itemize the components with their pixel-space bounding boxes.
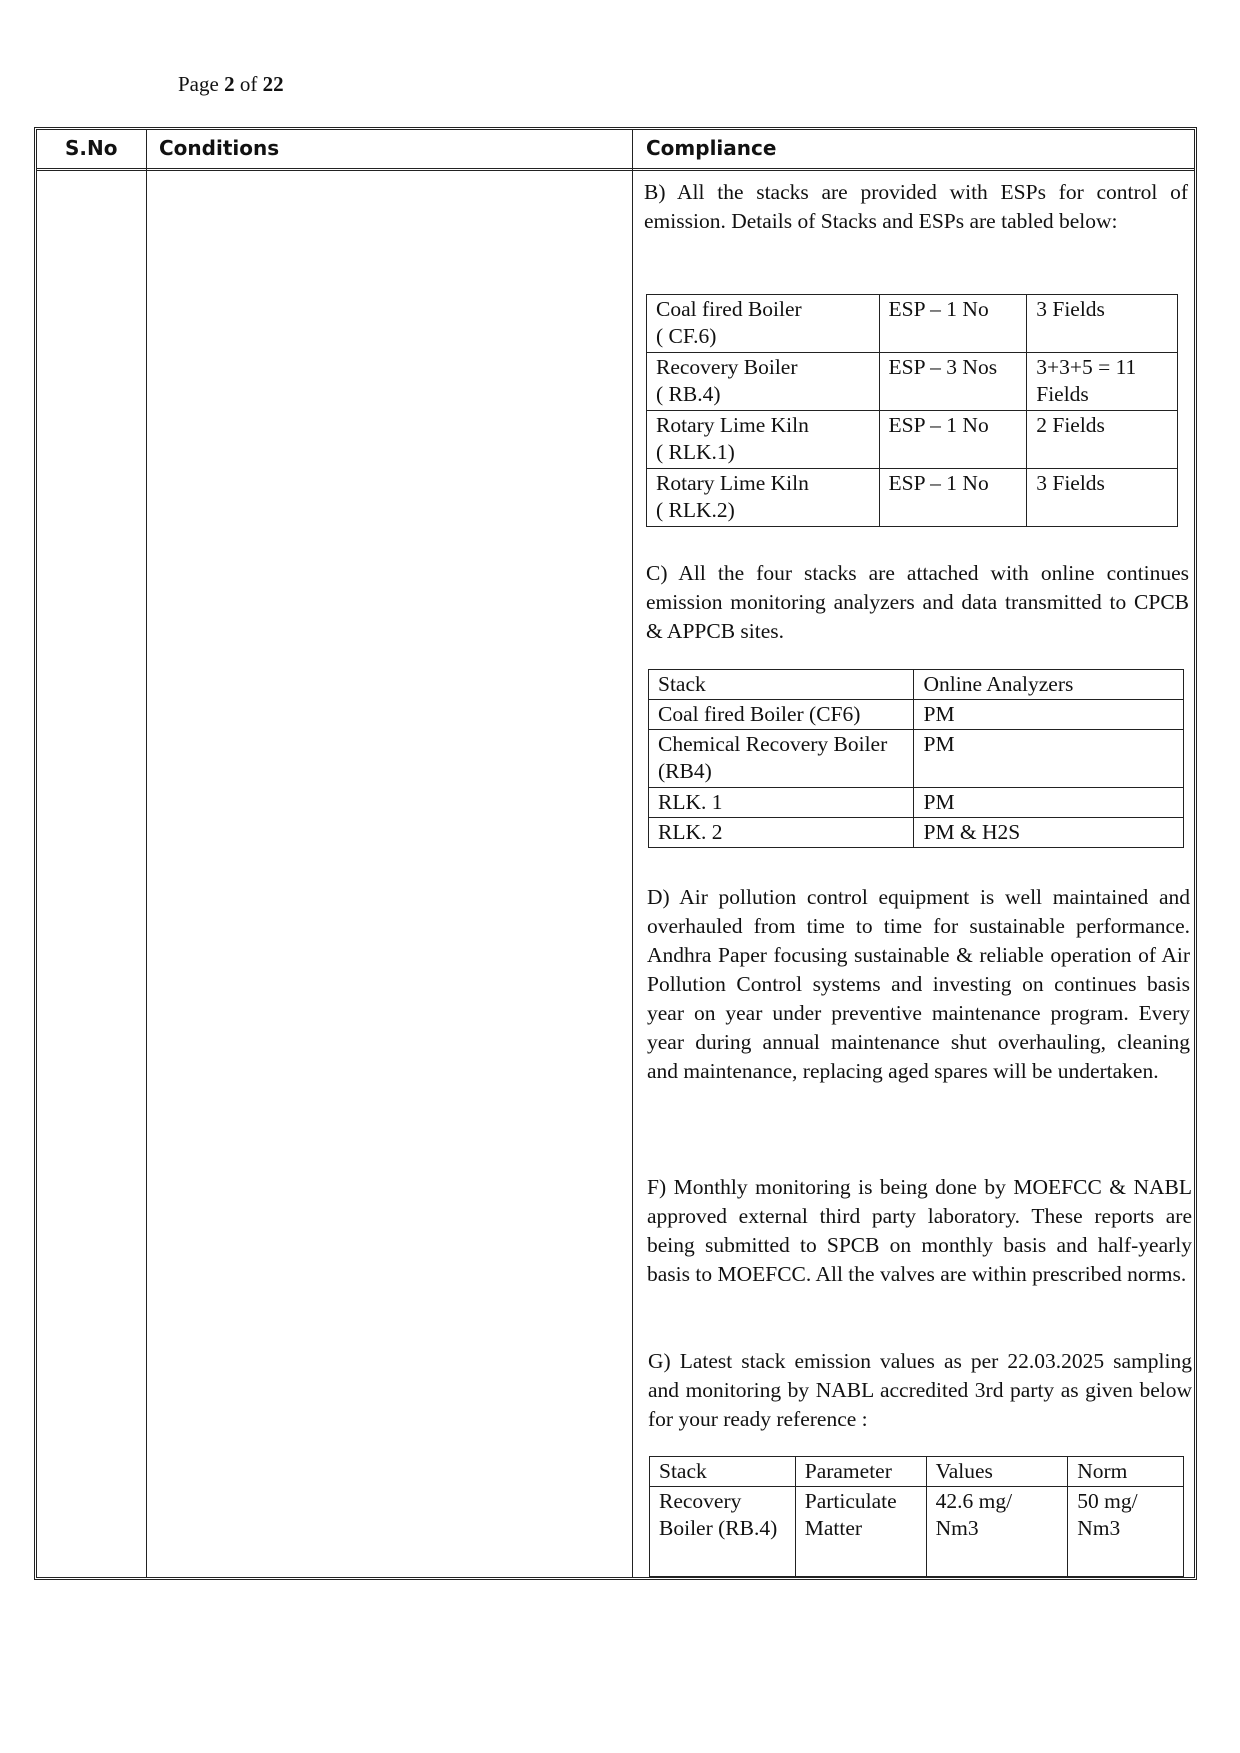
column-header-online-analyzers: Online Analyzers [914, 670, 1184, 700]
table-header-row [649, 670, 1184, 700]
analyzer-stack-cell: RLK. 1 [649, 788, 914, 818]
table-row [649, 788, 1184, 818]
esp-stack-cell: Recovery Boiler ( RB.4) [647, 353, 880, 411]
column-header-parameter: Parameter [795, 1457, 926, 1487]
compliance-para-g: G) Latest stack emission values as per 22.03.2025 sampling and monitoring by NABL accredited 3rd party as given below for your ready reference : [648, 1349, 1192, 1431]
analyzer-value-cell: PM & H2S [914, 818, 1184, 848]
esp-count-cell: ESP – 1 No [879, 469, 1027, 527]
analyzer-stack-cell: RLK. 2 [649, 818, 914, 848]
analyzer-value-cell: PM [914, 730, 1184, 788]
esp-stack-cell: Coal fired Boiler ( CF.6) [647, 295, 880, 353]
compliance-para-d: D) Air pollution control equipment is well maintained and overhauled from time to time for sustainable performance. Andhra Paper focusing sustainable & reliable operation of Air Pollution Control systems and investing on continues basis year on year under preventive maintenance program. Every year during annual maintenance shut overhauling, cleaning and maintenance, replacing aged spares will be undertaken. [647, 885, 1190, 1083]
compliance-para-c: C) All the four stacks are attached with online continues emission monitoring analyzers and data transmitted to CPCB & APPCB sites. [646, 561, 1189, 643]
emission-value-cell: 42.6 mg/ Nm3 [926, 1487, 1068, 1577]
column-header-norm: Norm [1068, 1457, 1184, 1487]
compliance-table [34, 127, 1197, 1580]
column-header-stack: Stack [650, 1457, 796, 1487]
esp-count-cell: ESP – 1 No [879, 295, 1027, 353]
header-compliance: Compliance [646, 136, 777, 160]
table-row [649, 730, 1184, 788]
esp-fields-cell: 3 Fields [1027, 295, 1178, 353]
table-row [647, 411, 1178, 469]
analyzer-stack-cell: Coal fired Boiler (CF6) [649, 700, 914, 730]
esp-stack-cell: Rotary Lime Kiln ( RLK.1) [647, 411, 880, 469]
column-header-stack: Stack [649, 670, 914, 700]
page-label-of: of [239, 72, 258, 96]
table-row [650, 1487, 1184, 1577]
table-header-row [650, 1457, 1184, 1487]
esp-fields-cell: 3+3+5 = 11 Fields [1027, 353, 1178, 411]
table-row [649, 700, 1184, 730]
page-total: 22 [262, 72, 284, 96]
emission-norm-cell: 50 mg/ Nm3 [1068, 1487, 1184, 1577]
page-label-prefix: Page [178, 72, 219, 96]
table-row [647, 353, 1178, 411]
emission-stack-cell: Recovery Boiler (RB.4) [650, 1487, 796, 1577]
esp-count-cell: ESP – 1 No [879, 411, 1027, 469]
table-row [649, 818, 1184, 848]
header-conditions: Conditions [159, 136, 280, 160]
esp-count-cell: ESP – 3 Nos [879, 353, 1027, 411]
analyzer-value-cell: PM [914, 788, 1184, 818]
page-number [178, 72, 284, 97]
table-row [647, 295, 1178, 353]
compliance-para-f: F) Monthly monitoring is being done by MOEFCC & NABL approved external third party laboratory. These reports are being submitted to SPCB on monthly basis and half-yearly basis to MOEFCC. All the valves are within prescribed norms. [647, 1175, 1192, 1286]
emission-parameter-cell: Particulate Matter [795, 1487, 926, 1577]
table-row [647, 469, 1178, 527]
esp-fields-cell: 2 Fields [1027, 411, 1178, 469]
column-divider [632, 130, 633, 1577]
header-divider [37, 168, 1194, 171]
page-current: 2 [224, 72, 235, 96]
stack-emission-table [649, 1456, 1184, 1577]
header-sno: S.No [65, 136, 118, 160]
esp-fields-cell: 3 Fields [1027, 469, 1178, 527]
esp-details-table [646, 294, 1178, 527]
column-header-values: Values [926, 1457, 1068, 1487]
compliance-para-b: B) All the stacks are provided with ESPs for control of emission. Details of Stacks and ESPs are tabled below: [644, 180, 1188, 233]
analyzer-value-cell: PM [914, 700, 1184, 730]
esp-stack-cell: Rotary Lime Kiln ( RLK.2) [647, 469, 880, 527]
column-divider [146, 130, 147, 1577]
analyzer-stack-cell: Chemical Recovery Boiler (RB4) [649, 730, 914, 788]
online-analyzers-table [648, 669, 1184, 848]
